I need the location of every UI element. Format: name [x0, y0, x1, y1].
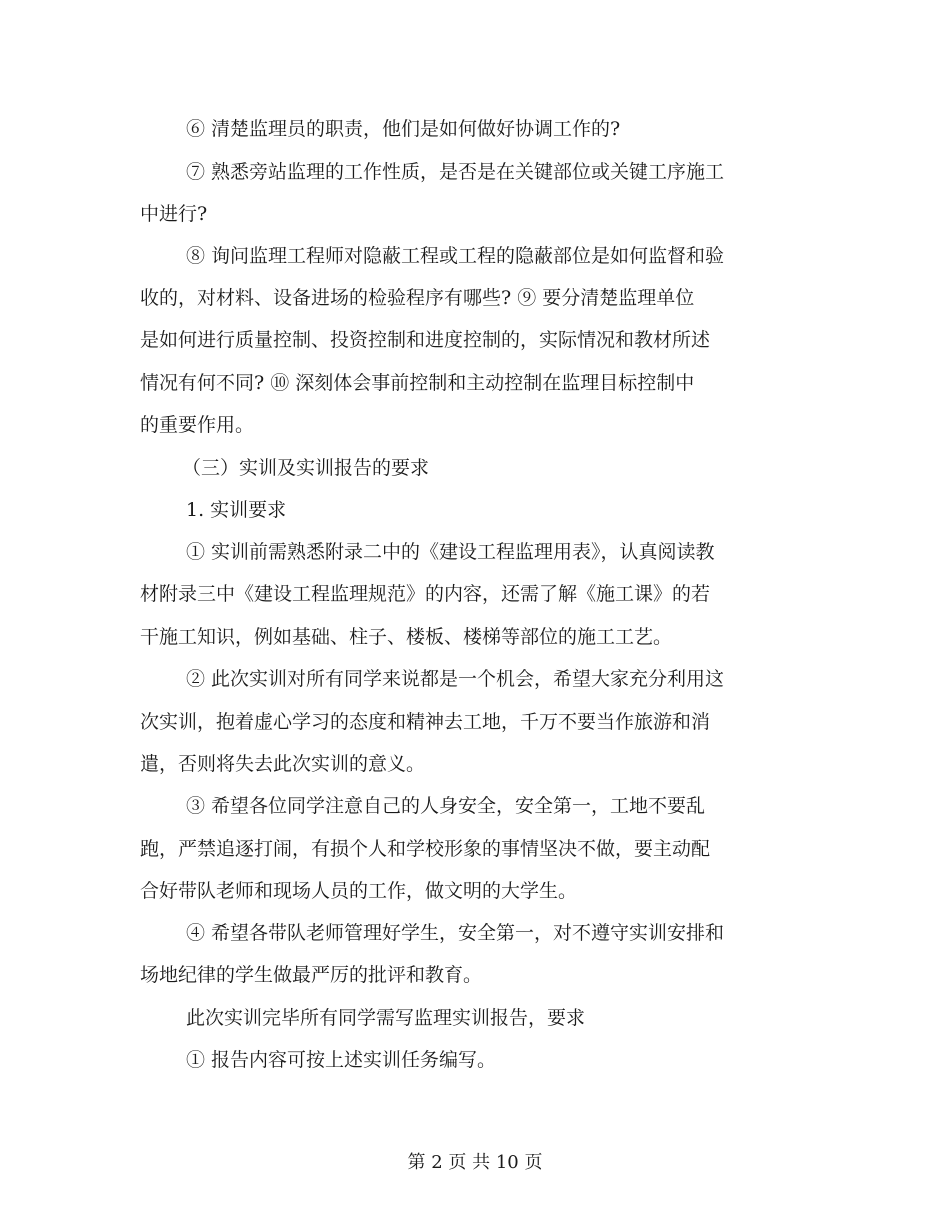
text-line: 场地纪律的学生做最严厉的批评和教育。	[140, 964, 483, 986]
text-line: 次实训，抱着虚心学习的态度和精神去工地，千万不要当作旅游和消	[140, 711, 711, 733]
text-line: 情况有何不同? ⑩ 深刻体会事前控制和主动控制在监理目标控制中	[140, 372, 695, 394]
text-line: 材附录三中《建设工程监理规范》的内容，还需了解《施工课》的若	[140, 583, 711, 605]
text-line: ② 此次实训对所有同学来说都是一个机会，希望大家充分利用这	[186, 668, 725, 690]
text-line: 合好带队老师和现场人员的工作，做文明的大学生。	[140, 880, 578, 902]
text-line: 收的，对材料、设备进场的检验程序有哪些? ⑨ 要分清楚监理单位	[140, 287, 695, 309]
text-line: ① 实训前需熟悉附录二中的《建设工程监理用表》，认真阅读教	[186, 541, 715, 563]
page-number-footer: 第 2 页 共 10 页	[407, 1152, 543, 1173]
text-line: 跑，严禁追逐打闹，有损个人和学校形象的事情坚决不做，要主动配	[140, 838, 711, 860]
subsection-heading: 1. 实训要求	[186, 499, 287, 521]
text-line: 中进行?	[140, 203, 208, 225]
text-line: 遣，否则将失去此次实训的意义。	[140, 753, 426, 775]
text-line: ③ 希望各位同学注意自己的人身安全，安全第一，工地不要乱	[186, 795, 706, 817]
text-line: ⑧ 询问监理工程师对隐蔽工程或工程的隐蔽部位是如何监督和验	[186, 245, 725, 267]
text-line: 干施工知识，例如基础、柱子、楼板、楼梯等部位的施工工艺。	[140, 626, 673, 648]
text-line: 此次实训完毕所有同学需写监理实训报告，要求	[186, 1007, 586, 1029]
text-line: ① 报告内容可按上述实训任务编写。	[186, 1049, 497, 1071]
text-line: ⑥ 清楚监理员的职责，他们是如何做好协调工作的?	[186, 118, 621, 140]
text-line: ④ 希望各带队老师管理好学生，安全第一，对不遵守实训安排和	[186, 922, 725, 944]
text-line: 的重要作用。	[140, 414, 255, 436]
text-line: 是如何进行质量控制、投资控制和进度控制的，实际情况和教材所述	[140, 329, 711, 351]
section-heading: （三）实训及实训报告的要求	[182, 457, 430, 479]
text-line: ⑦ 熟悉旁站监理的工作性质，是否是在关键部位或关键工序施工	[186, 161, 725, 183]
